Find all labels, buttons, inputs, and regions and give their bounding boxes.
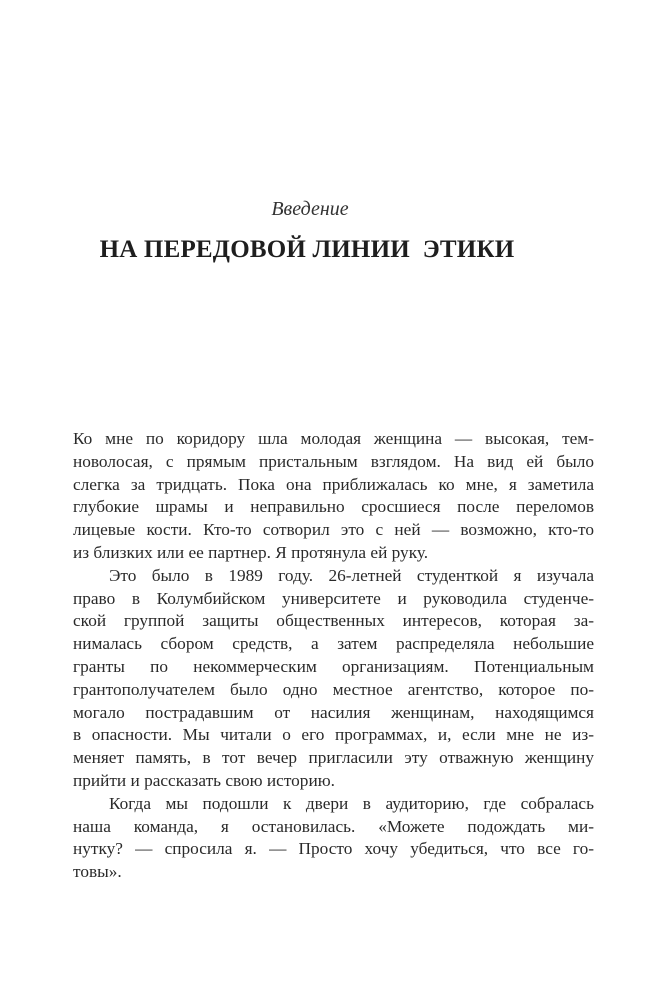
text-line: прийти и рассказать свою историю. (73, 770, 335, 790)
text-line: новолосая, с прямым пристальным взглядом. На вид ей было (73, 451, 594, 471)
chapter-title: НА ПЕРЕДОВОЙ ЛИНИИ ЭТИКИ (99, 236, 515, 263)
text-line: из близких или ее партнер. Я протянула ей руку. (73, 542, 429, 562)
chapter-label: Введение (271, 198, 349, 220)
text-line: в опасности. Мы читали о его программах, и, если мне не из- (73, 725, 594, 745)
text-line: наша команда, я остановилась. «Можете подождать ми- (73, 816, 594, 836)
text-line: Это было в 1989 году. 26-летней студенткой я изучала (109, 565, 594, 585)
text-line: нималась сбором средств, а затем распределяла небольшие (73, 634, 594, 654)
text-line: право в Колумбийском университете и руководила студенче- (73, 588, 594, 608)
text-line: Ко мне по коридору шла молодая женщина — высокая, тем- (73, 429, 594, 448)
body-text (73, 428, 594, 884)
text-line: ской группой защиты общественных интересов, которая за- (73, 611, 594, 631)
text-line: глубокие шрамы и неправильно сросшиеся после переломов (73, 497, 594, 517)
text-line: грантополучателем было одно местное агентство, которое по- (73, 679, 594, 699)
text-line: гранты по некоммерческим организациям. Потенциальным (73, 656, 594, 676)
text-line: Когда мы подошли к двери в аудиторию, где собралась (109, 793, 594, 813)
text-line: могало пострадавшим от насилия женщинам, находящимся (73, 702, 594, 722)
text-line: меняет память, в тот вечер пригласили эту отважную женщину (73, 748, 594, 768)
text-line: лицевые кости. Кто-то сотворил это с ней — возможно, кто-то (73, 520, 594, 540)
text-line: товы». (73, 862, 122, 882)
text-line: слегка за тридцать. Пока она приближалась ко мне, я заметила (73, 474, 594, 494)
text-line: нутку? — спросила я. — Просто хочу убедиться, что все го- (73, 839, 594, 859)
